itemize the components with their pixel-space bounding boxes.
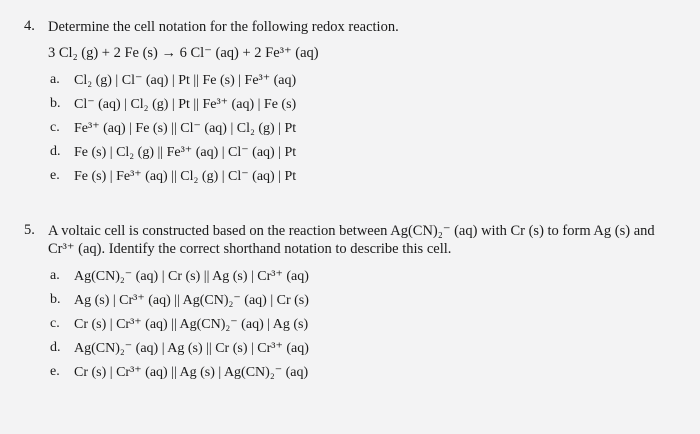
question-prompt-line-2: Cr³⁺ (aq). Identify the correct shorthand notation to describe this cell. [48, 241, 452, 257]
option-text: Cl₂ (g) | Cl⁻ (aq) | Pt || Fe (s) | Fe³⁺ (aq) [74, 73, 297, 88]
option-letter: c. [50, 316, 60, 331]
question-number: 5. [24, 222, 35, 238]
option-text: Cr (s) | Cr³⁺ (aq) || Ag(CN)₂⁻ (aq) | Ag (s) [74, 317, 309, 332]
question-prompt: Determine the cell notation for the following redox reaction. [48, 19, 399, 35]
option-text: Cl⁻ (aq) | Cl₂ (g) | Pt || Fe³⁺ (aq) | Fe (s) [74, 97, 297, 112]
option-text: Ag(CN)₂⁻ (aq) | Cr (s) || Ag (s) | Cr³⁺ (aq) [74, 269, 309, 284]
option-letter: c. [50, 120, 60, 135]
option-letter: a. [50, 268, 60, 283]
option-text: Fe³⁺ (aq) | Fe (s) || Cl⁻ (aq) | Cl₂ (g) | Pt [74, 121, 297, 136]
option-letter: e. [50, 364, 60, 379]
option-text: Fe (s) | Fe³⁺ (aq) || Cl₂ (g) | Cl⁻ (aq) | Pt [74, 169, 297, 184]
option-text: Cr (s) | Cr³⁺ (aq) || Ag (s) | Ag(CN)₂⁻ (aq) [74, 365, 309, 380]
option-letter: b. [50, 292, 61, 307]
question-prompt-line-1: A voltaic cell is constructed based on the reaction between Ag(CN)₂⁻ (aq) with Cr (s) to form Ag (s) and [48, 223, 655, 239]
option-text: Fe (s) | Cl₂ (g) || Fe³⁺ (aq) | Cl⁻ (aq) | Pt [74, 145, 297, 160]
option-letter: a. [50, 72, 60, 87]
option-letter: b. [50, 96, 61, 111]
option-letter: e. [50, 168, 60, 183]
option-text: Ag (s) | Cr³⁺ (aq) || Ag(CN)₂⁻ (aq) | Cr (s) [74, 293, 309, 308]
option-letter: d. [50, 340, 61, 355]
option-letter: d. [50, 144, 61, 159]
option-text: Ag(CN)₂⁻ (aq) | Ag (s) || Cr (s) | Cr³⁺ (aq) [74, 341, 309, 356]
question-number: 4. [24, 18, 35, 34]
reaction-equation: 3 Cl₂ (g) + 2 Fe (s) → 6 Cl⁻ (aq) + 2 Fe³⁺ (aq) [48, 45, 319, 61]
